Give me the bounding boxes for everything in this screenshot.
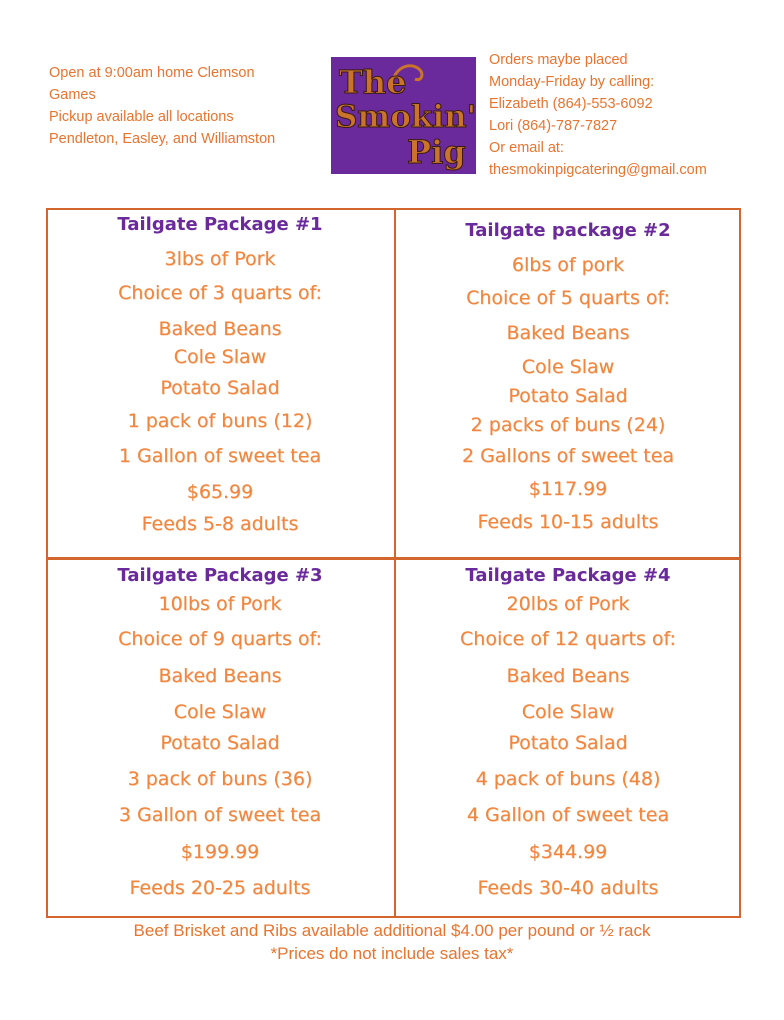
package-title: Tailgate Package #4 xyxy=(465,565,671,586)
logo-graphic xyxy=(331,57,476,174)
package-choice: Choice of 9 quarts of: xyxy=(118,628,322,650)
footer-tax-note: *Prices do not include sales tax* xyxy=(270,944,514,963)
phone-lori: Lori (864)-787-7827 xyxy=(489,118,618,134)
package-tea: 3 Gallon of sweet tea xyxy=(118,804,322,826)
package-buns: 3 pack of buns (36) xyxy=(127,768,313,790)
locations-line: Pendleton, Easley, and Williamston xyxy=(49,131,276,147)
footer-addons: Beef Brisket and Ribs available additional $4.00 per pound or ½ rack xyxy=(133,921,651,940)
package-title: Tailgate Package #1 xyxy=(117,214,323,235)
order-line: Orders maybe placed xyxy=(489,52,628,68)
hours-line: Games xyxy=(49,87,96,103)
package-choice: Choice of 3 quarts of: xyxy=(118,282,322,304)
package-price: $117.99 xyxy=(528,478,608,500)
package-side: Baked Beans xyxy=(158,318,282,340)
package-title: Tailgate package #2 xyxy=(465,220,671,241)
package-buns: 1 pack of buns (12) xyxy=(127,410,313,432)
package-2 xyxy=(396,220,740,533)
package-4 xyxy=(396,565,740,899)
package-title: Tailgate Package #3 xyxy=(117,565,323,586)
hours-info xyxy=(49,62,319,150)
package-feeds: Feeds 20-25 adults xyxy=(129,877,311,899)
package-grid xyxy=(46,208,741,918)
grid-divider-horizontal xyxy=(48,557,739,560)
package-side: Baked Beans xyxy=(158,665,282,687)
package-pork: 10lbs of Pork xyxy=(158,593,282,615)
package-choice: Choice of 12 quarts of: xyxy=(460,628,676,650)
package-side: Cole Slaw xyxy=(173,346,267,368)
smokin-pig-logo xyxy=(331,57,476,174)
logo-text-smokin: Smokin' xyxy=(335,99,476,135)
package-pork: 20lbs of Pork xyxy=(506,593,630,615)
package-buns: 2 packs of buns (24) xyxy=(470,414,666,436)
package-side: Baked Beans xyxy=(506,322,630,344)
order-info xyxy=(489,49,779,181)
package-tea: 2 Gallons of sweet tea xyxy=(461,445,675,467)
package-side: Cole Slaw xyxy=(521,356,615,378)
package-side: Potato Salad xyxy=(160,377,280,399)
package-price: $65.99 xyxy=(186,481,254,503)
package-tea: 4 Gallon of sweet tea xyxy=(466,804,670,826)
package-side: Cole Slaw xyxy=(521,701,615,723)
package-side: Baked Beans xyxy=(506,665,630,687)
phone-elizabeth: Elizabeth (864)-553-6092 xyxy=(489,96,653,112)
package-price: $199.99 xyxy=(180,841,260,863)
package-3 xyxy=(48,565,392,899)
package-1 xyxy=(48,214,392,535)
package-side: Cole Slaw xyxy=(173,701,267,723)
hours-line: Open at 9:00am home Clemson xyxy=(49,65,255,81)
pickup-line: Pickup available all locations xyxy=(49,109,234,125)
package-price: $344.99 xyxy=(528,841,608,863)
package-side: Potato Salad xyxy=(508,385,628,407)
package-choice: Choice of 5 quarts of: xyxy=(466,287,670,309)
email-address: thesmokinpigcatering@gmail.com xyxy=(489,162,707,178)
logo-text-pig: Pig xyxy=(407,133,466,171)
logo-text-the: The xyxy=(339,63,407,101)
package-feeds: Feeds 10-15 adults xyxy=(477,511,659,533)
package-side: Potato Salad xyxy=(508,732,628,754)
package-feeds: Feeds 30-40 adults xyxy=(477,877,659,899)
email-label: Or email at: xyxy=(489,140,564,156)
order-line: Monday-Friday by calling: xyxy=(489,74,655,90)
package-buns: 4 pack of buns (48) xyxy=(475,768,661,790)
package-side: Potato Salad xyxy=(160,732,280,754)
package-pork: 3lbs of Pork xyxy=(164,248,276,270)
package-pork: 6lbs of pork xyxy=(511,254,625,276)
package-feeds: Feeds 5-8 adults xyxy=(141,513,299,535)
package-tea: 1 Gallon of sweet tea xyxy=(118,445,322,467)
